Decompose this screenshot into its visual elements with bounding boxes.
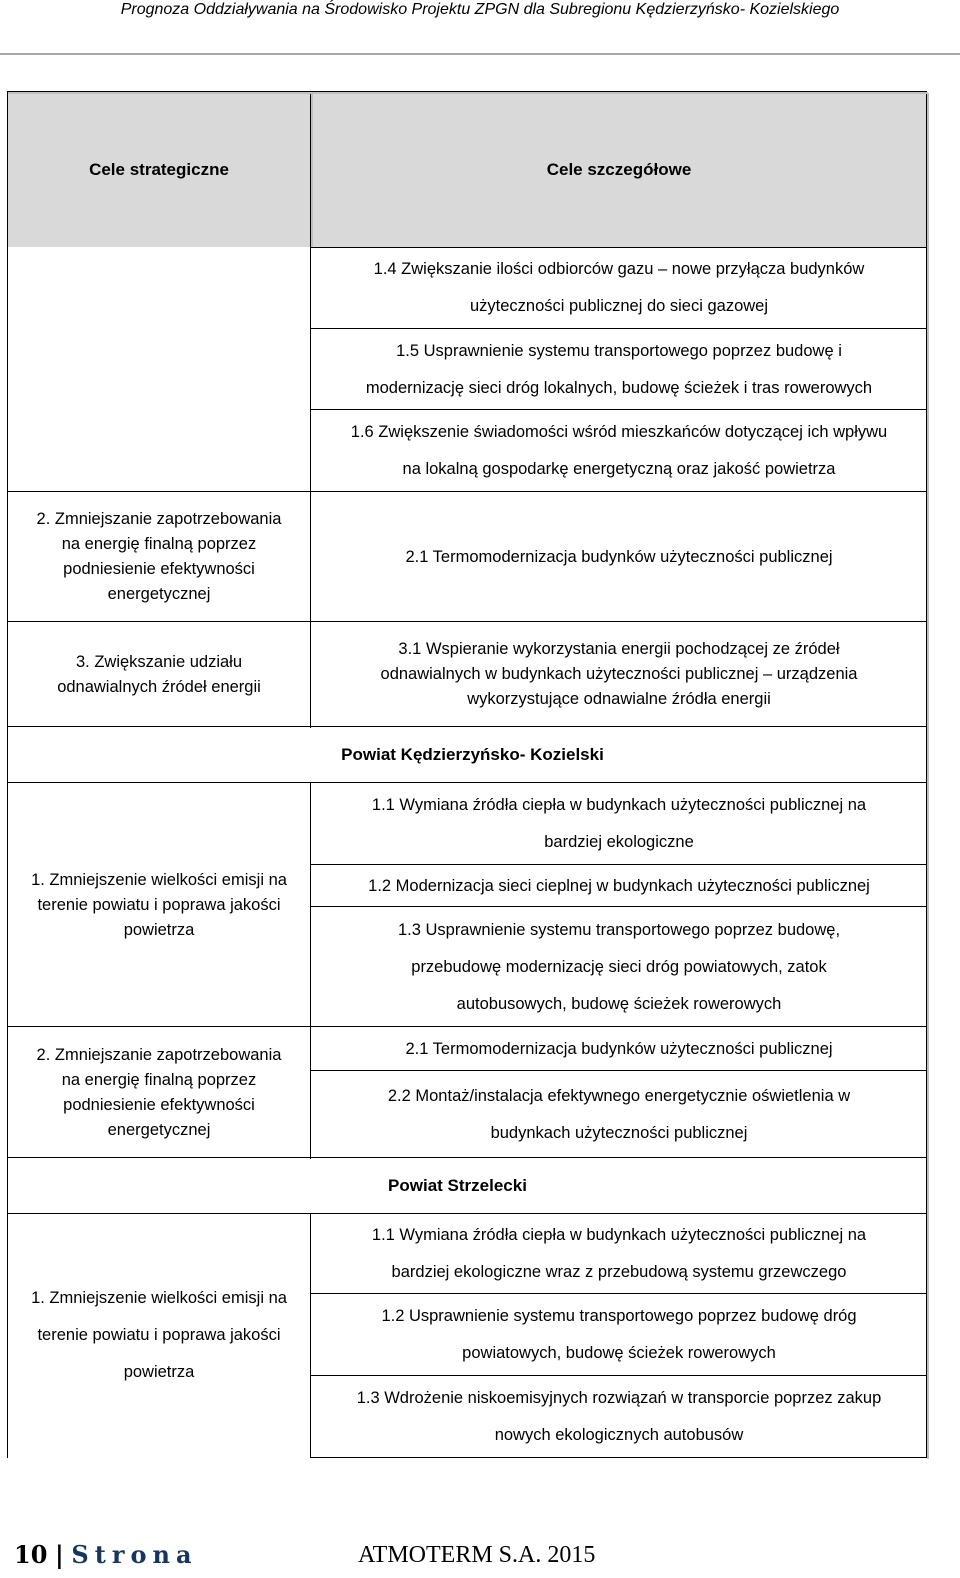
kk-detail-objective-2-2: 2.2 Montaż/instalacja efektywnego energetycznie oświetlenia w budynkach użyteczności publicznej [387,1086,851,1142]
table-shadow-top [8,92,928,94]
table-border-bottom [310,1457,927,1458]
strategic-objective-3: 3. Zwiększanie udziału odnawialnych źródeł energii [57,652,261,696]
section-title-strzelecki: Powiat Strzelecki [388,1176,527,1195]
kk-detail-objective-1-1: 1.1 Wymiana źródła ciepła w budynkach użyteczności publicznej na bardziej ekologiczne [371,796,867,851]
s-strategic-objective-1: 1. Zmniejszenie wielkości emisji na terenie powiatu i poprawa jakości powietrza [31,1289,287,1381]
footer-separator: | [55,1540,64,1569]
page-word: Strona [71,1540,198,1569]
row-divider-3 [7,621,927,622]
row-divider-kk-2 [7,1026,927,1027]
header-divider [0,53,960,55]
column-header-strategic: Cele strategiczne [8,92,310,247]
row-divider-s-title [7,1157,927,1158]
s-detail-objective-1-3: 1.3 Wdrożenie niskoemisyjnych rozwiązań w transporcie poprzez zakup nowych ekologicznych autobusów [356,1388,882,1444]
row-divider-2 [7,491,927,492]
row-divider-s-1-2 [310,1293,927,1294]
row-divider-s-1-3 [310,1375,927,1376]
s-detail-objective-1-2: 1.2 Usprawnienie systemu transportowego poprzez budowę dróg powiatowych, budowę ścieżek rowerowych [381,1307,857,1362]
kk-strategic-objective-1: 1. Zmniejszenie wielkości emisji na terenie powiatu i poprawa jakości powietrza [31,870,287,939]
column-header-detailed: Cele szczegółowe [311,92,927,247]
detail-objective-2-1: 2.1 Termomodernizacja budynków użyteczności publicznej [405,547,833,566]
row-divider-1-6 [310,409,927,410]
table-shadow-mid [311,93,313,248]
table-border-mid-3 [310,1214,311,1458]
row-divider-1-5 [310,328,927,329]
page-header [0,0,960,22]
table-shadow-right [927,93,929,1459]
page-number-footer [14,1540,198,1570]
kk-detail-objective-2-1: 2.1 Termomodernizacja budynków użyteczności publicznej [405,1039,833,1058]
page-number: 10 [14,1540,48,1569]
row-divider-kk-body [7,782,927,783]
row-divider-s-body [7,1213,927,1214]
kk-detail-objective-1-3: 1.3 Usprawnienie systemu transportowego poprzez budowę, przebudowę modernizację sieci dróg powiatowych, zatok autobusowych, budowę ścieżek rowerowych [397,920,841,1013]
detail-objective-3-1: 3.1 Wspieranie wykorzystania energii pochodzącej ze źródeł odnawialnych w budynkach użyteczności publicznej – urządzenia wykorzystujące odnawialne źródła energii [380,640,858,708]
table-border-mid-2 [310,783,311,1159]
detail-objective-1-6: 1.6 Zwiększenie świadomości wśród mieszkańców dotyczącej ich wpływu na lokalną gospodarkę energetyczną oraz jakość powietrza [350,423,888,478]
detail-objective-1-5: 1.5 Usprawnienie systemu transportowego poprzez budowę i modernizację sieci dróg lokalnych, budowę ścieżek i tras rowerowych [365,341,873,397]
s-detail-objective-1-1: 1.1 Wymiana źródła ciepła w budynkach użyteczności publicznej na bardziej ekologiczne wraz z przebudową systemu grzewczego [371,1226,867,1281]
kk-detail-objective-1-2: 1.2 Modernizacja sieci cieplnej w budynkach użyteczności publicznej [368,876,870,895]
table-border-left [7,92,8,1458]
row-divider-header [310,247,927,248]
section-title-kk: Powiat Kędzierzyńsko- Kozielski [341,745,604,764]
row-divider-kk-1-3 [310,906,927,907]
row-divider-kk-2-2 [310,1070,927,1071]
document-title: Prognoza Oddziaływania na Środowisko Projektu ZPGN dla Subregionu Kędzierzyńsko- Kozielskiego [120,1,840,18]
kk-strategic-objective-2: 2. Zmniejszanie zapotrzebowania na energię finalną poprzez podniesienie efektywności energetycznej [36,1045,282,1139]
company-footer [358,1540,595,1570]
detail-objective-1-4: 1.4 Zwiększanie ilości odbiorców gazu – nowe przyłącza budynków użyteczności publicznej do sieci gazowej [373,260,865,315]
strategic-objective-2: 2. Zmniejszanie zapotrzebowania na energię finalną poprzez podniesienie efektywności energetycznej [36,510,282,603]
row-divider-kk-title [7,726,927,727]
row-divider-kk-1-2 [310,864,927,865]
company-name: ATMOTERM S.A. 2015 [358,1542,596,1568]
